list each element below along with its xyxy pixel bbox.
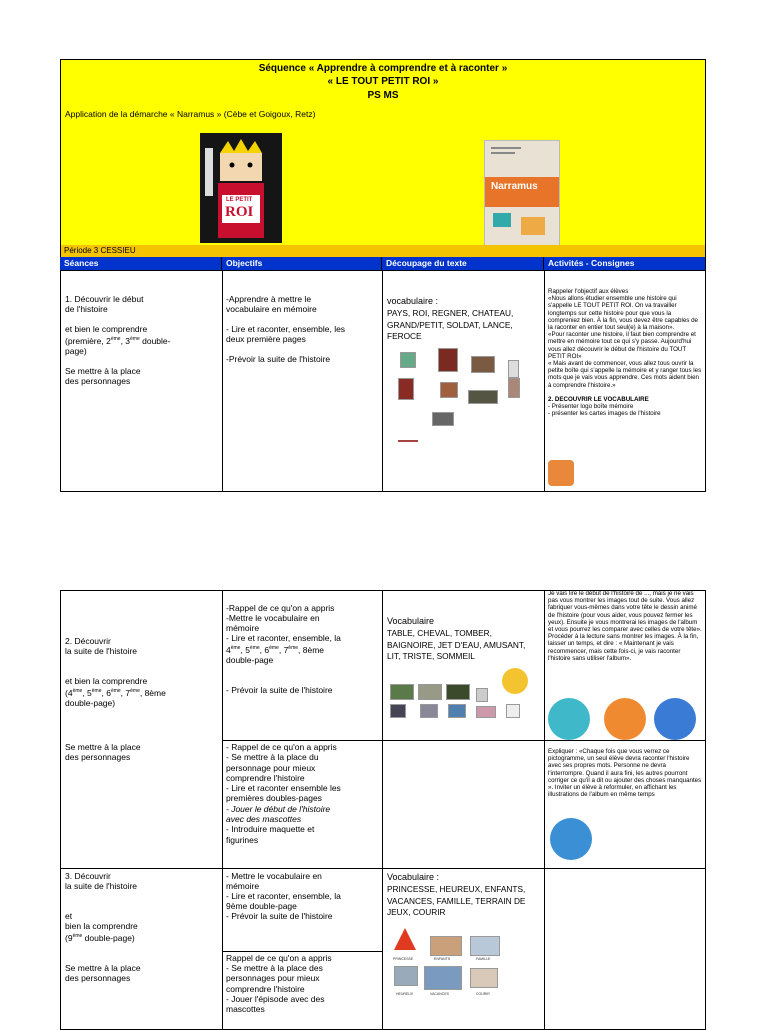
cover-narramus-title: Narramus [491,181,538,192]
line: - Rappel de ce qu'on a appris [226,742,337,752]
line: de l'histoire [65,304,108,314]
row3-seance [65,871,217,983]
line: la suite de l'histoire [65,881,138,891]
line: - Lire et raconter, ensemble, la [226,891,341,901]
card-feroce [468,390,498,404]
divider [222,270,223,492]
line: figurines [226,834,259,845]
memory-box-icon [548,460,574,486]
card-lit [448,704,466,718]
line: mémoire [226,881,260,891]
row2-objectifs-b [226,742,378,845]
line: «Pour raconter une histoire, il faut bien comprendre et mettre en mémoire tout ce qui s'y passe. Aujourd'hui vous allez découvrir le début de l'histoire du TOUT PETIT ROI» [548,331,696,360]
line: comprendre l'histoire [226,983,305,994]
card-lance [440,382,458,398]
line: mémoire [226,623,260,633]
row2-seance [65,636,217,762]
cover-authors-2 [491,152,515,154]
col-decoupage: Découpage du texte [382,257,544,270]
line: - Introduire maquette et [226,824,315,835]
label-princesse: PRINCESSE [393,957,414,961]
divider [544,590,545,1030]
line: des personnages [65,751,131,762]
divider [544,270,545,492]
card-petit [508,378,520,398]
card-amusant [420,704,438,718]
row1-objectifs [226,294,378,364]
cover-title-top: LE PETIT [226,197,253,203]
line: avec des mascottes [226,814,302,825]
line: - Jouer l'épisode avec des [226,993,325,1004]
line: - présenter les cartes images de l'histoire [548,410,661,418]
label-famille: FAMILLE [476,957,491,961]
divider [382,590,383,1030]
card-famille [470,936,500,956]
line: vocabulaire en mémoire [226,304,317,314]
card-roi [438,348,458,372]
col-activites: Activités - Consignes [544,257,706,270]
line: (9ème double-page) [65,932,135,943]
line: et bien la comprendre [65,676,148,686]
row3-vocab-title: Vocabulaire : [387,872,440,882]
line: bien la comprendre [65,921,138,931]
card-soldat [398,378,414,400]
card-tomber [446,684,470,700]
line: - Lire et raconter, ensemble, les [226,324,346,334]
row2-objectifs-a [226,603,378,695]
line: 3. Découvrir [65,871,111,881]
book-title: « LE TOUT PETIT ROI » [327,76,439,87]
line: (4ème, 5ème, 6ème, 7ème, 8ème [65,687,166,698]
card-lance-line [398,440,418,442]
line: - Se mettre à la place des [226,963,323,974]
line: - Prévoir la suite de l'histoire [226,684,333,695]
tell-pictogram-icon [654,698,696,740]
king-illustration [200,133,282,243]
line: -Mettre le vocabulaire en [226,613,320,623]
line: des personnages [65,375,131,386]
row3-objectifs-a [226,871,378,921]
row2-vocab-title: Vocabulaire [387,616,435,626]
row1-activites [548,288,702,417]
line: et [65,911,73,921]
line: et bien le comprendre [65,324,148,334]
class-level: PS MS [367,90,399,101]
line: page) [65,345,87,356]
method-subtitle: Application de la démarche « Narramus » (Cèbe et Goigoux, Retz) [65,109,316,119]
line: -Apprendre à mettre le [226,294,312,304]
line: - Présenter logo boîte mémoire [548,403,634,411]
line: - Se mettre à la place du [226,752,319,763]
line: Se mettre à la place [65,741,141,752]
divider [60,868,706,869]
sequence-header [60,59,706,257]
line: personnages pour mieux [226,973,320,984]
col-seances: Séances [60,257,222,270]
line: 2. Découvrir [65,636,111,646]
label-courir: COURIR [476,992,490,996]
card-princesse [394,928,416,950]
line: - Prévoir la suite de l'histoire [226,911,333,921]
card-heureux [394,966,418,986]
divider [382,270,383,492]
speaker-pictogram-icon [550,818,592,860]
card-chateau [471,356,495,373]
row1-vocab-words: PAYS, ROI, REGNER, CHATEAU, GRAND/PETIT, SOLDAT, LANCE, FEROCE [387,308,514,341]
label-enfants: ENFANTS [434,957,451,961]
line: - Mettre le vocabulaire en [226,871,322,881]
line: personnage pour mieux [226,762,316,773]
divider [222,951,382,952]
periode-bar: Période 3 CESSIEU [60,245,706,257]
line: - Lire et raconter ensemble les [226,783,341,794]
book-cover-petit-roi [200,133,282,243]
line: 9ème double-page [226,901,297,911]
card-grand [508,360,519,378]
card-pays [400,352,416,368]
row1-vocab-title: vocabulaire : [387,296,439,306]
card-cheval [418,684,442,700]
book-cover-narramus [484,140,560,246]
line: - Lire et raconter, ensemble, la [226,633,341,643]
cover-illustration [493,213,511,227]
card-baignoire [476,688,488,702]
line: Rappel de ce qu'on a appris [226,953,332,963]
reading-pictogram-icon [548,698,590,740]
line: mascottes [226,1004,265,1015]
divider [222,740,706,741]
row3-objectifs-b [226,953,378,1014]
line: «Nous allons étudier ensemble une histoire qui s'appelle LE TOUT PETIT ROI. On va travailler longtemps sur cette histoire pour que vous la compreniez bien. À la fin, vous devez être capables de la raconter en entier tout seul(e) à la maison». [548,295,698,332]
line: double-page [226,654,274,665]
card-enfants [430,936,462,956]
row2-activites-b: Expliquer : «Chaque fois que vous verrez ce pictogramme, un seul élève devra raconter l'histoire avec ses propres mots. Personne ne devra l'interrompre. Quand il aura fini, les autres pourront corriger ce qu'il a dit ou ajouter des choses manquantes ». Inviter un élève à reformuler, en affichant les illustrations de l'album en même temps [548,748,702,799]
line: 4ème, 5ème, 6ème, 7ème, 8ème [226,644,325,655]
card-extra [432,412,454,426]
line: -Rappel de ce qu'on a appris [226,603,335,613]
card-triste [476,706,496,718]
cover-title-main: ROI [225,204,254,220]
imagine-pictogram-icon [604,698,646,740]
line: Se mettre à la place [65,365,141,376]
row3-vocab-words: PRINCESSE, HEUREUX, ENFANTS, VACANCES, FAMILLE, TERRAIN DE JEUX, COURIR [387,884,526,917]
line: des personnages [65,972,131,983]
line: 1. Découvrir le début [65,294,144,304]
cover-authors [491,147,521,149]
line: 2. DECOUVRIR LE VOCABULAIRE [548,395,649,403]
line: la suite de l'histoire [65,646,138,656]
card-courir [470,968,498,988]
divider [222,590,223,1030]
card-table [390,684,414,700]
label-heureux: HEUREUX [396,992,414,996]
line: « Mais avant de commencer, vous allez tous ouvrir la petite boîte qui s'appelle la mémoire et y ranger tous les mots que je vais vous apprendre. Ces mots aident bien à comprendre l'histoire.» [548,360,702,389]
line: Rappeler l'objectif aux élèves [548,288,629,295]
line: premières doubles-pages [226,793,322,804]
label-vacances: VACANCES [430,992,449,996]
line: comprendre l'histoire [226,772,305,783]
card-jet [390,704,406,718]
line: Se mettre à la place [65,962,141,973]
row2-activites-a: Je vais lire le début de l'histoire de ..., mais je ne vais pas vous montrer les images tout de suite. Vous allez fabriquer vous-mêmes dans votre tête le dessin animé de l'histoire (pour vous aider, vous pouvez fermer les yeux). Ensuite je vous montrerai les images de l'album et vous pourrez les comparer avec celles de votre tête». Procéder à la lecture sans montrer les images. À la fin, laisser un temps, et dire : « Maintenant je vais recommencer, mais cette fois-ci, je vais raconter l'histoire sans utiliser l'album». [548,590,702,662]
col-objectifs: Objectifs [222,257,382,270]
line: -Prévoir la suite de l'histoire [226,354,331,364]
line: - Jouer le début de l'histoire [226,803,331,814]
cover-illustration-2 [521,217,545,235]
card-sommeil [506,704,520,718]
card-vacances [424,966,462,990]
row2-vocab-words: TABLE, CHEVAL, TOMBER, BAIGNOIRE, JET D'EAU, AMUSANT, LIT, TRISTE, SOMMEIL [387,628,526,661]
sequence-title: Séquence « Apprendre à comprendre et à raconter » [258,63,508,74]
line: double-page) [65,697,116,708]
row1-seance [65,294,215,386]
line: deux première pages [226,334,306,344]
sad-face-icon [502,668,528,694]
line: (première, 2ème, 3ème double- [65,335,171,346]
